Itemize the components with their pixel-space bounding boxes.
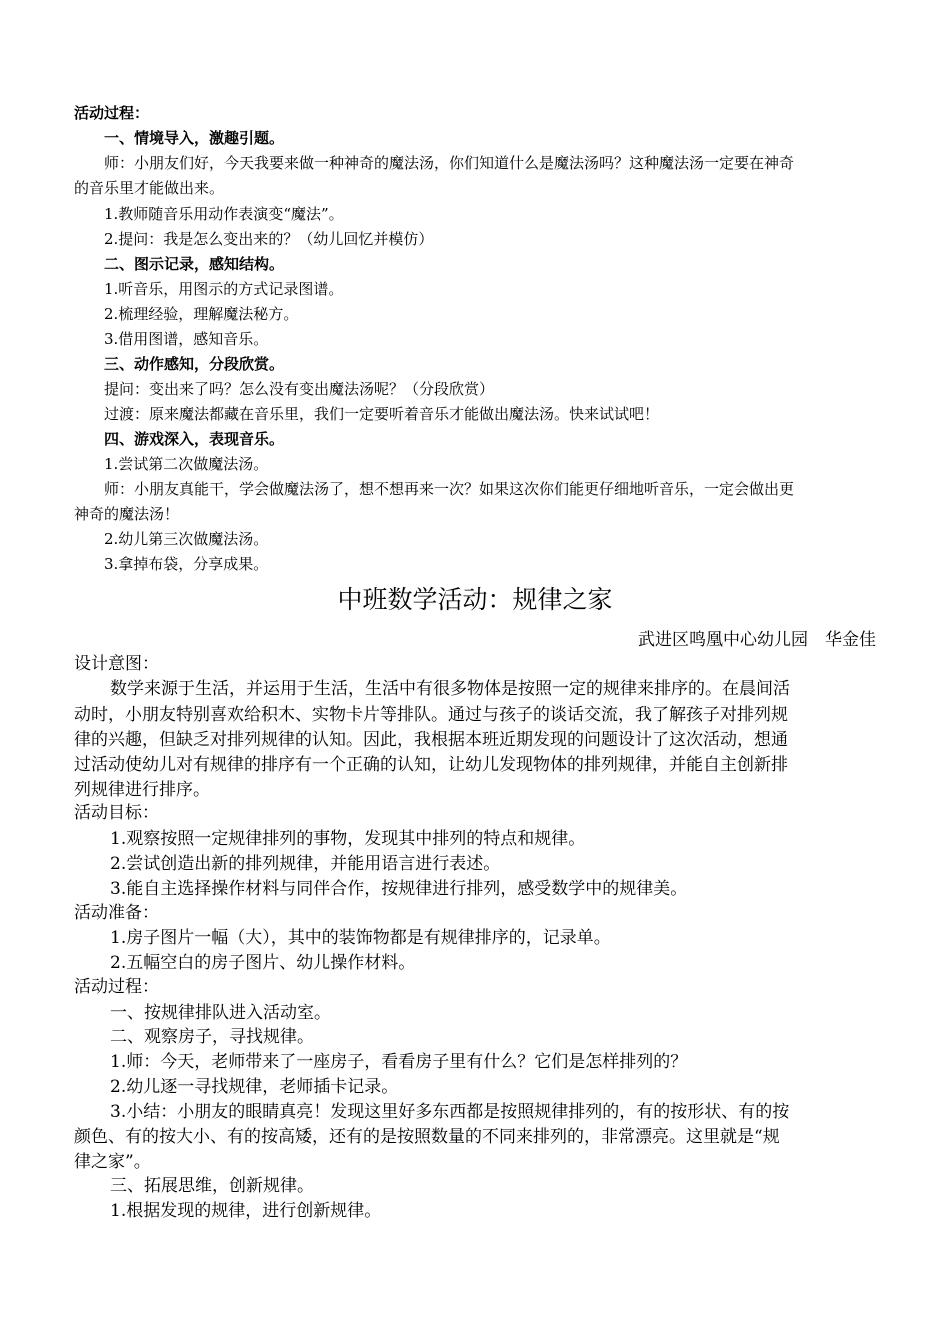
paragraph-line: 过渡：原来魔法都藏在音乐里，我们一定要听着音乐才能做出魔法汤。快来试试吧！ (104, 405, 660, 423)
list-item: 1.听音乐，用图示的方式记录图谱。 (104, 280, 344, 298)
list-item: 1.教师随音乐用动作表演变“魔法”。 (104, 205, 344, 223)
section-heading: 一、按规律排队进入活动室。 (110, 1003, 331, 1023)
list-item: 1.尝试第二次做魔法汤。 (104, 455, 269, 473)
list-item: 3.能自主选择操作材料与同伴合作，按规律进行排列，感受数学中的规律美。 (110, 879, 688, 899)
section-heading: 四、游戏深入，表现音乐。 (104, 430, 285, 448)
section-heading: 二、图示记录，感知结构。 (104, 255, 285, 273)
list-item: 1.房子图片一幅（大），其中的装饰物都是有规律排序的，记录单。 (110, 928, 611, 948)
list-item: 2.幼儿第三次做魔法汤。 (104, 530, 269, 548)
list-item: 1.根据发现的规律，进行创新规律。 (110, 1201, 382, 1221)
paragraph-line: 师：小朋友真能干，学会做魔法汤了，想不想再来一次？如果这次你们能更仔细地听音乐，一定会做出更 (104, 480, 795, 498)
design-heading: 设计意图： (74, 654, 159, 674)
paragraph-line: 神奇的魔法汤！ (74, 505, 180, 523)
list-item: 2.梳理经验，理解魔法秘方。 (104, 305, 299, 323)
paragraph-line: 数学来源于生活，并运用于生活，生活中有很多物体是按照一定的规律来排序的。在晨间活 (110, 679, 790, 699)
paragraph-line: 律之家”。 (74, 1152, 151, 1172)
paragraph-line: 动时，小朋友特别喜欢给积木、实物卡片等排队。通过与孩子的谈话交流，我了解孩子对排列规 (74, 705, 788, 725)
paragraph-line: 列规律进行排序。 (74, 780, 210, 800)
author-line: 武进区鸣凰中心幼儿园 华金佳 (638, 630, 876, 650)
list-item: 2.五幅空白的房子图片、幼儿操作材料。 (110, 953, 416, 973)
process-heading: 活动过程： (74, 104, 150, 122)
paragraph-line: 师：小朋友们好，今天我要来做一种神奇的魔法汤，你们知道什么是魔法汤吗？这种魔法汤一定要在神奇 (104, 154, 795, 172)
paragraph-line: 律的兴趣，但缺乏对排列规律的认知。因此，我根据本班近期发现的问题设计了这次活动，想通 (74, 730, 788, 750)
list-item: 3.借用图谱，感知音乐。 (104, 330, 269, 348)
section-heading: 三、动作感知，分段欣赏。 (104, 355, 285, 373)
list-item: 3.拿掉布袋，分享成果。 (104, 555, 269, 573)
paragraph-line: 颜色、有的按大小、有的按高矮，还有的是按照数量的不同来排列的，非常漂亮。这里就是“规 (74, 1127, 780, 1147)
list-item: 2.尝试创造出新的排列规律，并能用语言进行表述。 (110, 854, 501, 874)
section-heading: 三、拓展思维，创新规律。 (110, 1176, 314, 1196)
list-item: 2.提问：我是怎么变出来的？（幼儿回忆并模仿） (104, 230, 434, 248)
paragraph-line: 的音乐里才能做出来。 (74, 179, 225, 197)
paragraph-line: 过活动使幼儿对有规律的排序有一个正确的认知，让幼儿发现物体的排列规律，并能自主创新排 (74, 755, 788, 775)
list-item: 3.小结：小朋友的眼睛真亮！发现这里好多东西都是按照规律排列的，有的按形状、有的按 (110, 1102, 790, 1122)
list-item: 1.师：今天，老师带来了一座房子，看看房子里有什么？它们是怎样排列的？ (110, 1052, 688, 1072)
section-heading: 一、情境导入，激趣引题。 (104, 129, 285, 147)
article-title: 中班数学活动：规律之家 (337, 585, 613, 614)
goals-heading: 活动目标： (74, 803, 159, 823)
prep-heading: 活动准备： (74, 903, 159, 923)
list-item: 1.观察按照一定规律排列的事物，发现其中排列的特点和规律。 (110, 829, 586, 849)
section-heading: 二、观察房子，寻找规律。 (110, 1027, 314, 1047)
paragraph-line: 提问：变出来了吗？怎么没有变出魔法汤呢？（分段欣赏） (104, 380, 495, 398)
process-heading: 活动过程： (74, 977, 159, 997)
list-item: 2.幼儿逐一寻找规律，老师插卡记录。 (110, 1077, 399, 1097)
